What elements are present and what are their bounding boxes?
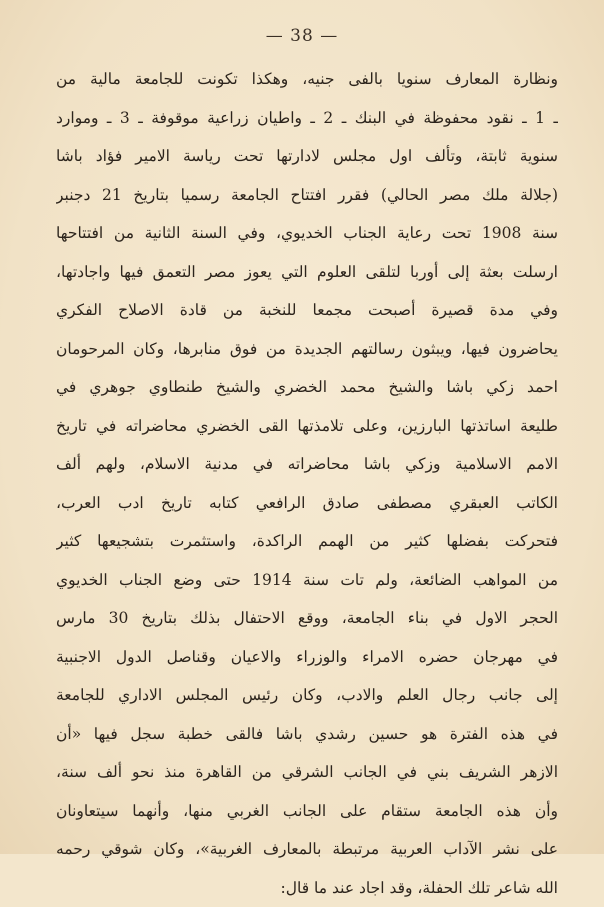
- text-line: من المواهب الضائعة، ولم تات سنة 1914 حتى وضع الجناب الخديوي: [56, 561, 558, 600]
- text-line: الكاتب العبقري مصطفى صادق الرافعي كتابه تاريخ ادب العرب،: [56, 484, 558, 523]
- text-line: طليعة اساتذتها البارزين، وعلى تلامذتها القى الخضري محاضراته في تاريخ: [56, 407, 558, 446]
- text-line: الله شاعر تلك الحفلة، وقد اجاد عند ما قال:: [56, 869, 558, 907]
- text-line: ـ 1 ـ نقود محفوظة في البنك ـ 2 ـ واطيان زراعية موقوفة ـ 3 ـ وموارد: [56, 99, 558, 138]
- text-line: سنة 1908 تحت رعاية الجناب الخديوي، وفي السنة الثانية من افتتاحها: [56, 214, 558, 253]
- text-line: على نشر الآداب العربية مرتبطة بالمعارف الغربية»، وكان شوقي رحمه: [56, 830, 558, 869]
- text-line: احمد زكي باشا والشيخ محمد الخضري والشيخ طنطاوي جوهري في: [56, 368, 558, 407]
- body-text: [56, 60, 558, 907]
- text-line: ارسلت بعثة إلى أوربا لتلقى العلوم التي يعوز مصر التعمق فيها واجادتها،: [56, 253, 558, 292]
- text-line: فتحركت بفضلها كثير من الهمم الراكدة، واستثمرت بتشجيعها كثير: [56, 522, 558, 561]
- text-line: سنوية ثابتة، وتألف اول مجلس لادارتها تحت رياسة الامير فؤاد باشا: [56, 137, 558, 176]
- text-line: الحجر الاول في بناء الجامعة، ووقع الاحتفال بذلك بتاريخ 30 مارس: [56, 599, 558, 638]
- text-line: في هذه الفترة هو حسين رشدي باشا فالقى خطبة سجل فيها «أن: [56, 715, 558, 754]
- text-line: وفي مدة قصيرة أصبحت مجمعا للنخبة من قادة الاصلاح الفكري: [56, 291, 558, 330]
- text-line: الازهر الشريف بني في الجانب الشرقي من القاهرة منذ نحو ألف سنة،: [56, 753, 558, 792]
- text-line: في مهرجان حضره الامراء والوزراء والاعيان وقناصل الدول الاجنبية: [56, 638, 558, 677]
- text-line: (جلالة ملك مصر الحالي) فقرر افتتاح الجامعة رسميا بتاريخ 21 دجنبر: [56, 176, 558, 215]
- text-line: إلى جانب رجال العلم والادب، وكان رئيس المجلس الاداري للجامعة: [56, 676, 558, 715]
- page-number: — 38 —: [0, 26, 604, 46]
- text-line: ونظارة المعارف سنويا بالفى جنيه، وهكذا تكونت للجامعة مالية من: [56, 60, 558, 99]
- text-line: الامم الاسلامية وزكي باشا محاضراته في مدنية الاسلام، ولهم ألف: [56, 445, 558, 484]
- text-line: يحاضرون فيها، ويبثون رسالتهم الجديدة من فوق منابرها، وكان المرحومان: [56, 330, 558, 369]
- text-line: وأن هذه الجامعة ستقام على الجانب الغربي منها، وأنهما سيتعاونان: [56, 792, 558, 831]
